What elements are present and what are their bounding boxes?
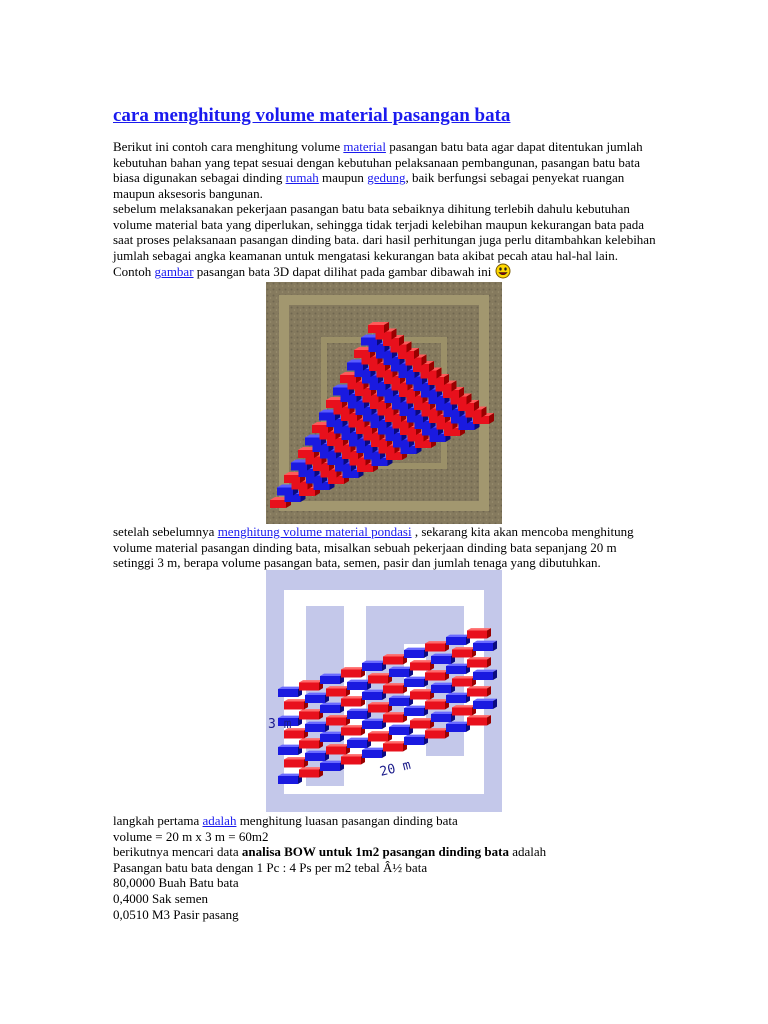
article-title (113, 104, 510, 128)
link-gedung[interactable]: gedung (367, 170, 406, 186)
intro-text-2: pasangan batu bata agar dapat ditentukan jumlah kebutuhan bahan yang tepat sesuai dengan kebutuhan pelaksanaan pembangunan, pasangan batu bata biasa digunakan sebagai dinding (113, 139, 643, 186)
article-title-link[interactable]: cara menghitung volume material pasangan bata (113, 105, 511, 126)
link-adalah[interactable]: adalah (202, 813, 237, 828)
analysis-line (113, 844, 658, 860)
explanation-text-1: sebelum melaksanakan pekerjaan pasangan batu bata sebaiknya dihitung terlebih dahulu kebutuhan volume material bata yang diperlukan, sehingga tidak terjadi kelebihan maupun kekurangan bata pada saat proses pelaksanaan pasangan dinding bata. dari hasil perhitungan juga perlu ditambahkan kelebihan jumlah sebagai angka keamanan untuk mengatasi kekurangan bata akibat pecah atau hal-hal lain. Contoh (113, 201, 656, 280)
scenario-paragraph (113, 524, 658, 571)
step-one-text: langkah pertama (113, 813, 203, 828)
explanation-paragraph (113, 201, 658, 280)
intro-text-1: Berikut ini contoh cara menghitung volume (113, 139, 344, 154)
calculation-section (113, 813, 658, 922)
smiley-face-icon (495, 263, 511, 279)
intro-text-3: maupun (318, 170, 368, 186)
intro-text-4: , baik berfungsi sebagai penyekat ruangan maupun aksesoris bangunan. (113, 170, 625, 201)
material-bricks: 80,0000 Buah Batu bata (113, 875, 239, 891)
analysis-text-2: adalah (508, 844, 547, 860)
link-rumah[interactable]: rumah (285, 170, 319, 186)
link-gambar[interactable]: gambar (154, 264, 194, 280)
brick-3d-image (266, 282, 502, 524)
analysis-bold: analisa BOW untuk 1m2 pasangan dinding bata (241, 844, 509, 860)
material-cement: 0,4000 Sak semen (113, 890, 208, 906)
link-volume-pondasi[interactable]: menghitung volume material pondasi (217, 524, 412, 539)
link-material[interactable]: material (343, 139, 386, 154)
scenario-text-1: setelah sebelumnya (113, 524, 218, 539)
intro-paragraph (113, 139, 658, 201)
spec-line: Pasangan batu bata dengan 1 Pc : 4 Ps per m2 tebal Â½ bata (113, 859, 428, 875)
brick-wall-diagram (266, 570, 502, 812)
step-one-text-2: menghitung luasan pasangan dinding bata (236, 813, 458, 828)
height-label: 3 m (268, 717, 292, 732)
length-label: 20 m (378, 757, 413, 780)
analysis-text: berikutnya mencari data (113, 844, 242, 860)
scenario-text-2: , sekarang kita akan mencoba menghitung volume material pasangan dinding bata, misalkan sebuah pekerjaan dinding bata sepanjang 20 m setinggi 3 m, berapa volume pasangan bata, semen, pasir dan jumlah tenaga yang dibutuhkan. (113, 524, 634, 571)
material-sand: 0,0510 M3 Pasir pasang (113, 906, 239, 922)
step-one-line (113, 813, 658, 829)
explanation-text-2: pasangan bata 3D dapat dilihat pada gambar dibawah ini (193, 264, 495, 280)
volume-formula: volume = 20 m x 3 m = 60m2 (113, 828, 269, 844)
